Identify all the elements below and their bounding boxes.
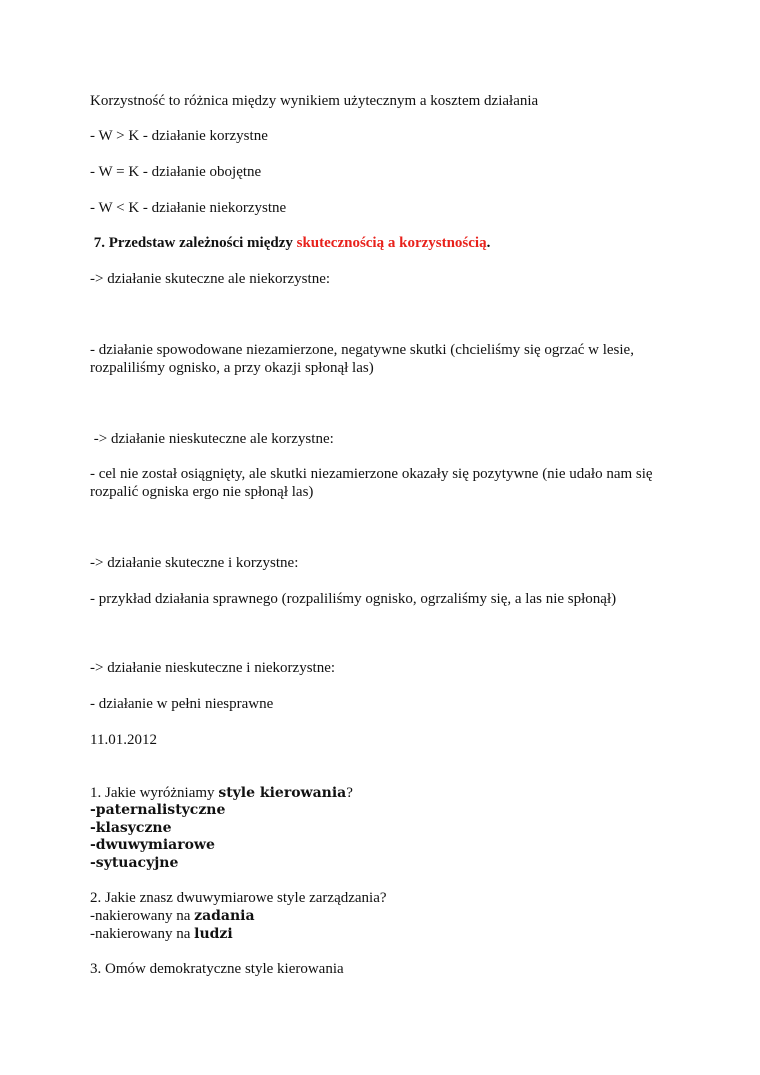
rule-w-less-k: - W < K - działanie niekorzystne	[90, 200, 287, 216]
case-2-desc-line-1: - cel nie został osiągnięty, ale skutki niezamierzone okazały się pozytywne (nie udało nam się	[90, 466, 653, 482]
case-3-desc: - przykład działania sprawnego (rozpaliliśmy ognisko, ogrzaliśmy się, a las nie spłonął)	[90, 591, 617, 607]
paragraph-korzystnosc: Korzystność to różnica między wynikiem użytecznym a kosztem działania	[90, 93, 539, 109]
case-1-desc-line-1: - działanie spowodowane niezamierzone, negatywne skutki (chcieliśmy się ogrzać w lesie,	[90, 342, 634, 358]
q2-list-item-people	[90, 925, 233, 943]
rule-w-greater-k: - W > K - działanie korzystne	[90, 128, 268, 144]
q1-list-item: -sytuacyjne	[90, 855, 179, 871]
case-4-desc: - działanie w pełni niesprawne	[90, 696, 274, 712]
arrow-case-1: -> działanie skuteczne ale niekorzystne:	[90, 271, 331, 287]
question-3: 3. Omów demokratyczne style kierowania	[90, 961, 344, 977]
q1-list-item: -dwuwymiarowe	[90, 837, 215, 853]
case-2-desc-line-2: rozpalić ogniska ergo nie spłonął las)	[90, 484, 314, 500]
q2-item-1-bold: zadania	[194, 908, 255, 924]
q2-list-item-tasks	[90, 907, 255, 925]
heading-question-7	[90, 234, 490, 252]
case-1-desc-line-2: rozpaliliśmy ognisko, a przy okazji spłonął las)	[90, 360, 374, 376]
question-2: 2. Jakie znasz dwuwymiarowe style zarządzania?	[90, 890, 387, 906]
arrow-case-4: -> działanie nieskuteczne i niekorzystne:	[90, 660, 336, 676]
rule-w-equal-k: - W = K - działanie obojętne	[90, 164, 262, 180]
q2-item-2-bold: ludzi	[194, 926, 233, 942]
heading-7-highlight: skutecznością a korzystnością	[296, 235, 487, 251]
heading-7-prefix: 7. Przedstaw zależności między	[90, 235, 297, 251]
q2-item-2-prefix: -nakierowany na	[90, 926, 195, 942]
question-1	[90, 784, 353, 802]
question-1-suffix: ?	[346, 785, 353, 801]
date: 11.01.2012	[90, 732, 157, 748]
q2-item-1-prefix: -nakierowany na	[90, 908, 195, 924]
arrow-case-3: -> działanie skuteczne i korzystne:	[90, 555, 299, 571]
arrow-case-2: -> działanie nieskuteczne ale korzystne:	[90, 431, 334, 447]
question-1-bold: style kierowania	[218, 785, 347, 801]
q1-list-item: -klasyczne	[90, 820, 172, 836]
heading-7-suffix: .	[486, 235, 491, 251]
question-1-prefix: 1. Jakie wyróżniamy	[90, 785, 219, 801]
q1-list-item: -paternalistyczne	[90, 802, 226, 818]
